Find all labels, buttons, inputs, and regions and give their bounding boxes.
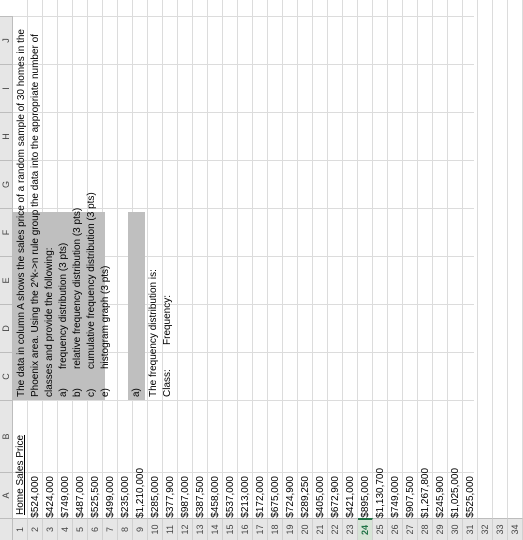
row-gridline (267, 0, 268, 518)
row-gridline (372, 0, 373, 518)
instruction-item (71, 13, 85, 397)
row-header-34[interactable]: 34 (508, 518, 523, 540)
price-cell[interactable]: $749,000 (60, 476, 71, 518)
column-header-e[interactable]: E (0, 256, 13, 304)
column-header-j[interactable]: J (0, 16, 13, 64)
price-cell[interactable]: $1,267,800 (420, 467, 431, 518)
row-gridline (207, 0, 208, 518)
price-cell[interactable]: $987,000 (180, 476, 191, 518)
row-header-5[interactable]: 5 (73, 518, 88, 540)
column-header-c[interactable]: C (0, 352, 13, 400)
price-cell[interactable]: $1,025,000 (450, 467, 461, 518)
row-header-28[interactable]: 28 (418, 518, 433, 540)
instruction-item-text: frequency distribution (3 pts) (58, 242, 69, 369)
row-gridline (117, 0, 118, 518)
price-cell[interactable]: $749,000 (390, 476, 401, 518)
row-header-7[interactable]: 7 (103, 518, 118, 540)
price-cell[interactable]: $172,000 (255, 476, 266, 518)
row-gridline (417, 0, 418, 518)
row-gridline (447, 0, 448, 518)
row-gridline (222, 0, 223, 518)
price-cell[interactable]: $537,000 (225, 476, 236, 518)
instruction-item (85, 13, 99, 397)
row-header-8[interactable]: 8 (118, 518, 133, 540)
row-gridline (177, 0, 178, 518)
select-all-corner[interactable] (0, 518, 13, 540)
row-header-3[interactable]: 3 (43, 518, 58, 540)
price-cell[interactable]: $499,000 (105, 476, 116, 518)
column-header-i[interactable]: I (0, 64, 13, 112)
row-header-4[interactable]: 4 (58, 518, 73, 540)
row-gridline (462, 0, 463, 518)
row-header-20[interactable]: 20 (298, 518, 313, 540)
row-header-11[interactable]: 11 (163, 518, 178, 540)
row-header-22[interactable]: 22 (328, 518, 343, 540)
row-gridline (402, 0, 403, 518)
row-gridline (327, 0, 328, 518)
row-header-31[interactable]: 31 (463, 518, 478, 540)
row-header-33[interactable]: 33 (493, 518, 508, 540)
row-gridline (507, 0, 508, 518)
column-header-g[interactable]: G (0, 160, 13, 208)
instruction-item-text: histogram graph (3 pts) (100, 265, 111, 369)
row-header-18[interactable]: 18 (268, 518, 283, 540)
row-header-24[interactable]: 24 (358, 518, 373, 540)
price-cell[interactable]: $895,000 (360, 476, 371, 518)
price-cell[interactable]: $458,000 (210, 476, 221, 518)
row-gridline (477, 0, 478, 518)
price-cell[interactable]: $724,900 (285, 476, 296, 518)
instruction-item (57, 13, 71, 397)
instruction-item-letter: b) (72, 388, 83, 397)
row-gridline (147, 0, 148, 518)
answer-label-fill (128, 212, 145, 400)
instruction-item-text: relative frequency distribution (3 pts) (72, 207, 83, 369)
price-cell[interactable]: $525,000 (465, 476, 476, 518)
price-cell[interactable]: $235,000 (120, 476, 131, 518)
row-header-29[interactable]: 29 (433, 518, 448, 540)
row-header-14[interactable]: 14 (208, 518, 223, 540)
row-gridline (312, 0, 313, 518)
row-gridline (387, 0, 388, 518)
row-gridline (297, 0, 298, 518)
row-gridline (237, 0, 238, 518)
price-cell[interactable]: $487,000 (75, 476, 86, 518)
instruction-item-letter: c) (86, 388, 97, 397)
row-header-1[interactable]: 1 (13, 518, 28, 540)
price-cell[interactable]: $405,000 (315, 476, 326, 518)
instruction-item-letter: a) (58, 388, 69, 397)
column-header-d[interactable]: D (0, 304, 13, 352)
column-header-b[interactable]: B (0, 400, 13, 472)
price-cell[interactable]: $213,000 (240, 476, 251, 518)
column-header-f[interactable]: F (0, 208, 13, 256)
price-cell[interactable]: $424,000 (45, 476, 56, 518)
class-label[interactable]: Class: (162, 369, 173, 397)
frequency-label[interactable]: Frequency: (162, 294, 173, 345)
row-header-6[interactable]: 6 (88, 518, 103, 540)
row-gridline (342, 0, 343, 518)
price-cell[interactable]: $387,500 (195, 476, 206, 518)
row-gridline (162, 0, 163, 518)
price-cell[interactable]: $245,900 (435, 476, 446, 518)
row-header-25[interactable]: 25 (373, 518, 388, 540)
row-gridline (492, 0, 493, 518)
row-header-32[interactable]: 32 (478, 518, 493, 540)
row-header-17[interactable]: 17 (253, 518, 268, 540)
column-header-h[interactable]: H (0, 112, 13, 160)
row-header-26[interactable]: 26 (388, 518, 403, 540)
instructions-cell[interactable] (14, 10, 114, 400)
price-cell[interactable]: $377,900 (165, 476, 176, 518)
price-cell[interactable]: $1,130,700 (375, 467, 386, 518)
instruction-item (99, 13, 113, 397)
instruction-item-text: cumulative frequency distribution (3 pts) (86, 192, 97, 369)
price-cell[interactable]: $675,000 (270, 476, 281, 518)
row-header-23[interactable]: 23 (343, 518, 358, 540)
row-gridline (252, 0, 253, 518)
row-header-30[interactable]: 30 (448, 518, 463, 540)
frequency-distribution-title[interactable]: The frequency distribution is: (148, 269, 159, 397)
row-header-27[interactable]: 27 (403, 518, 418, 540)
row-header-10[interactable]: 10 (148, 518, 163, 540)
row-gridline (357, 0, 358, 518)
row-gridline (432, 0, 433, 518)
row-header-13[interactable]: 13 (193, 518, 208, 540)
price-cell[interactable]: $907,500 (405, 476, 416, 518)
price-cell[interactable]: $525,500 (90, 476, 101, 518)
row-header-19[interactable]: 19 (283, 518, 298, 540)
row-header-12[interactable]: 12 (178, 518, 193, 540)
row-header-9[interactable]: 9 (133, 518, 148, 540)
price-cell[interactable]: $672,900 (330, 476, 341, 518)
row-gridline (192, 0, 193, 518)
column-a-header-cell[interactable]: Home Sales Price (15, 434, 26, 515)
price-cell[interactable]: $1,210,000 (135, 467, 146, 518)
row-header-2[interactable]: 2 (28, 518, 43, 540)
price-cell[interactable]: $289,250 (300, 476, 311, 518)
row-gridline (282, 0, 283, 518)
instruction-item-letter: e) (100, 388, 111, 397)
price-cell[interactable]: $421,000 (345, 476, 356, 518)
row-header-15[interactable]: 15 (223, 518, 238, 540)
price-cell[interactable]: $285,000 (150, 476, 161, 518)
row-header-16[interactable]: 16 (238, 518, 253, 540)
column-header-a[interactable]: A (0, 472, 13, 518)
price-cell[interactable]: $524,000 (30, 476, 41, 518)
answer-label[interactable]: a) (131, 388, 142, 397)
row-header-21[interactable]: 21 (313, 518, 328, 540)
column-gridline (13, 400, 474, 401)
instructions-paragraph: The data in column A shows the sales price of a random sample of 30 homes in the Phoenix area. Using the 2^k->n rule group the data into the appropriate number of classes and provide the following: (16, 29, 55, 397)
